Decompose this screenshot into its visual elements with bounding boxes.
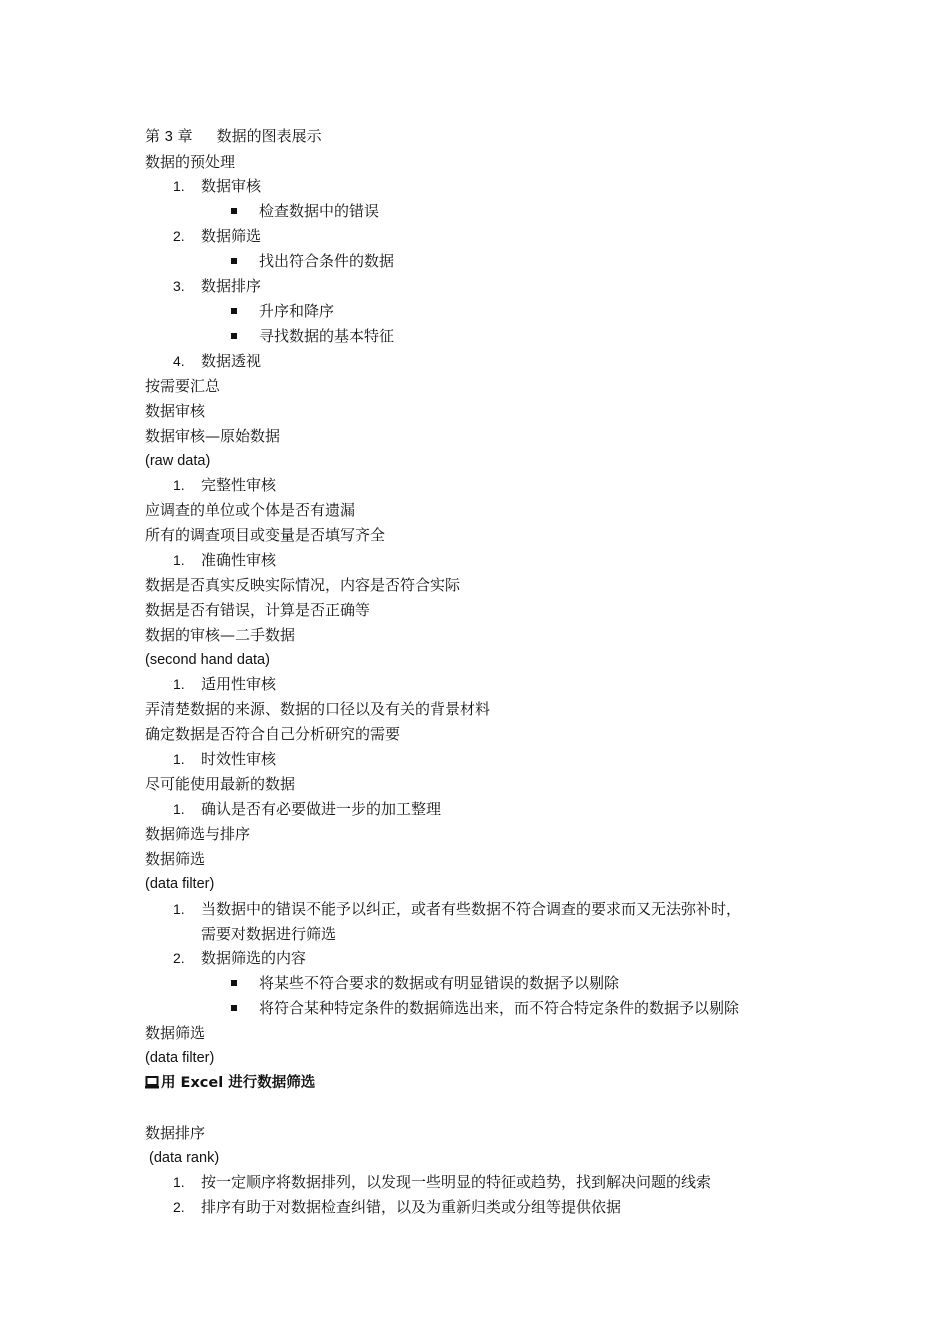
list-item: 完整性审核 xyxy=(201,476,277,494)
paragraph: 数据审核—原始数据 xyxy=(145,427,281,445)
paragraph: 数据是否真实反映实际情况，内容是否符合实际 xyxy=(145,576,461,594)
bullet-icon xyxy=(231,258,237,264)
list-number: 1. xyxy=(173,477,185,493)
list-item-continuation: 需要对数据进行筛选 xyxy=(201,925,337,943)
sub-list-item: 找出符合条件的数据 xyxy=(259,252,395,270)
list-item: 确认是否有必要做进一步的加工整理 xyxy=(201,800,442,818)
list-number: 1. xyxy=(173,676,185,692)
paragraph: (raw data) xyxy=(145,453,211,469)
paragraph: 按需要汇总 xyxy=(145,377,221,395)
excel-filter-heading xyxy=(145,1073,315,1093)
list-number: 1. xyxy=(173,801,185,817)
list-number: 1. xyxy=(173,178,185,194)
chapter-suffix: 章 xyxy=(177,127,193,145)
list-item: 数据筛选的内容 xyxy=(201,949,307,967)
chapter-heading xyxy=(145,126,322,147)
list-item: 数据排序 xyxy=(201,277,262,295)
paragraph: 弄清楚数据的来源、数据的口径以及有关的背景材料 xyxy=(145,700,491,718)
paragraph: 数据筛选 xyxy=(145,850,206,868)
paragraph: 应调查的单位或个体是否有遗漏 xyxy=(145,501,356,519)
bullet-icon xyxy=(231,333,237,339)
list-number: 1. xyxy=(173,751,185,767)
computer-icon xyxy=(145,1076,159,1089)
paragraph: (data filter) xyxy=(145,1050,215,1066)
list-number: 2. xyxy=(173,950,185,966)
paragraph: 数据是否有错误，计算是否正确等 xyxy=(145,601,371,619)
list-number: 2. xyxy=(173,1199,185,1215)
paragraph: 数据筛选与排序 xyxy=(145,825,251,843)
list-item: 准确性审核 xyxy=(201,551,277,569)
sub-list-item: 升序和降序 xyxy=(259,302,335,320)
list-number: 1. xyxy=(173,552,185,568)
list-item: 排序有助于对数据检查纠错，以及为重新归类或分组等提供依据 xyxy=(201,1198,622,1216)
paragraph: 数据审核 xyxy=(145,402,206,420)
paragraph: 所有的调查项目或变量是否填写齐全 xyxy=(145,526,386,544)
list-number: 1. xyxy=(173,901,185,917)
list-number: 1. xyxy=(173,1174,185,1190)
paragraph: 数据排序 xyxy=(145,1124,206,1142)
list-number: 2. xyxy=(173,228,185,244)
section-preprocess: 数据的预处理 xyxy=(145,153,236,171)
chapter-title: 数据的图表展示 xyxy=(216,127,322,145)
bullet-icon xyxy=(231,308,237,314)
sub-list-item: 检查数据中的错误 xyxy=(259,202,380,220)
paragraph: (data rank) xyxy=(145,1150,220,1166)
sub-list-item: 将某些不符合要求的数据或有明显错误的数据予以剔除 xyxy=(259,974,620,992)
paragraph: 尽可能使用最新的数据 xyxy=(145,775,296,793)
list-item: 当数据中的错误不能予以纠正，或者有些数据不符合调查的要求而又无法弥补时， xyxy=(201,900,742,918)
excel-filter-text: 用 Excel 进行数据筛选 xyxy=(161,1075,316,1091)
bullet-icon xyxy=(231,980,237,986)
paragraph: 数据筛选 xyxy=(145,1024,206,1042)
list-item: 数据筛选 xyxy=(201,227,262,245)
list-item: 数据透视 xyxy=(201,352,262,370)
list-item: 适用性审核 xyxy=(201,675,277,693)
list-item: 按一定顺序将数据排列，以发现一些明显的特征或趋势，找到解决问题的线索 xyxy=(201,1173,712,1191)
paragraph: (second hand data) xyxy=(145,652,270,668)
chapter-prefix: 第 xyxy=(145,127,161,145)
sub-list-item: 将符合某种特定条件的数据筛选出来，而不符合特定条件的数据予以剔除 xyxy=(259,999,740,1017)
bullet-icon xyxy=(231,1005,237,1011)
paragraph: 数据的审核—二手数据 xyxy=(145,626,296,644)
paragraph: (data filter) xyxy=(145,876,215,892)
paragraph: 确定数据是否符合自己分析研究的需要 xyxy=(145,725,401,743)
chapter-number: 3 xyxy=(164,129,173,145)
bullet-icon xyxy=(231,208,237,214)
sub-list-item: 寻找数据的基本特征 xyxy=(259,327,395,345)
list-item: 时效性审核 xyxy=(201,750,277,768)
list-item: 数据审核 xyxy=(201,177,262,195)
list-number: 4. xyxy=(173,353,185,369)
list-number: 3. xyxy=(173,278,185,294)
